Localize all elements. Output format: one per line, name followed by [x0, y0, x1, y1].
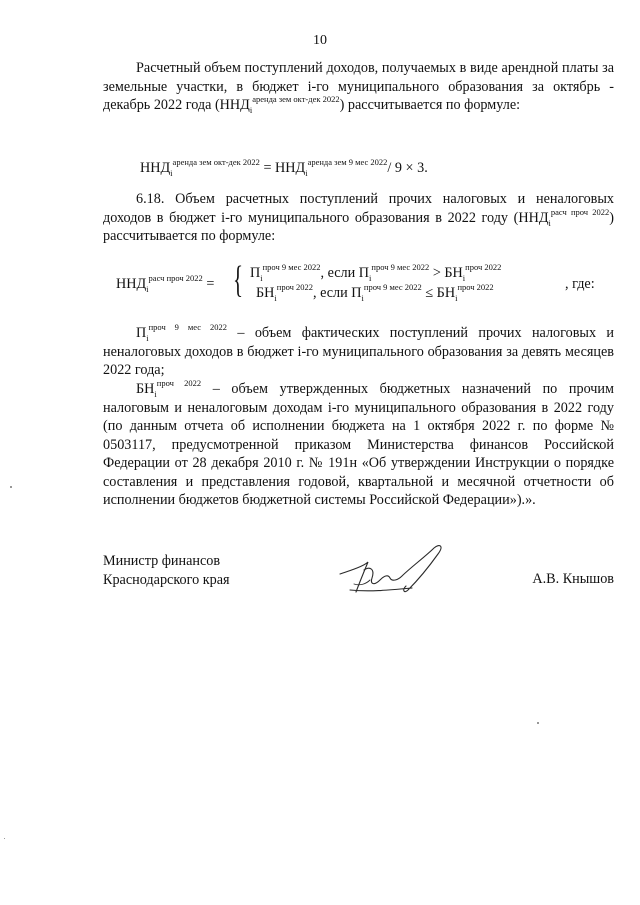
paragraph-text: ) рассчитывается по формуле:: [339, 97, 521, 113]
signatory-title: [103, 552, 230, 590]
formula-operator: ≤: [421, 285, 437, 301]
definition-text: – объем утвержденных бюджетных назначений по прочим налоговым и неналоговым доходам i-го муниципального образования в 2022 году (по данным отчета об исполнении бюджета на 1 октября 2022 г. по форме № 0503117, предусмотренной приказом Министерства финансов Российской Федерации от 28 декабря 2010 г. № 191н «Об утверждении Инструкции о порядке составления и представления годовой, квартальной и месячной отчетности об исполнении бюджетов бюджетной системы Российской Федерации»).».: [103, 381, 614, 508]
formula-term: ННД: [140, 160, 171, 176]
formula-condition: , если: [313, 285, 352, 301]
formula-case-2: [256, 282, 494, 303]
superscript: расч проч 2022: [148, 273, 203, 284]
subscript: i: [146, 283, 149, 294]
formula-operator: >: [429, 265, 445, 281]
formula-term: БН: [136, 381, 155, 397]
formula-condition: , если: [320, 265, 359, 281]
definition-p-proch: [103, 324, 614, 380]
subscript: i: [260, 272, 263, 283]
superscript: проч 2022: [156, 378, 202, 389]
subscript: i: [548, 217, 551, 228]
formula-term: БН: [436, 285, 456, 301]
subscript: i: [146, 332, 149, 343]
superscript: проч 2022: [276, 282, 314, 293]
subscript: i: [249, 104, 253, 115]
definition-text: – объем фактических поступлений прочих налоговых и неналоговых доходов в бюджет i-го муниципального образования за девять месяцев 2022 года;: [103, 325, 615, 378]
paragraph-text: 6.18. Объем расчетных поступлений прочих налоговых и неналоговых доходов в бюджет i-го муниципального образования в 2022 году (ННД: [103, 191, 614, 226]
paragraph-arenda-intro: [103, 59, 614, 115]
formula-operator: =: [202, 276, 215, 292]
signer-name: А.В. Кнышов: [532, 571, 614, 587]
formula-lhs: [116, 273, 215, 294]
formula-term: ННД: [275, 160, 306, 176]
formula-prochie: [116, 259, 616, 304]
subscript: i: [361, 292, 364, 303]
superscript: проч 2022: [465, 262, 502, 273]
superscript: расч проч 2022: [550, 206, 610, 217]
paragraph-6-18: [103, 190, 614, 246]
formula-term: БН: [444, 265, 463, 281]
superscript: проч 9 мес 2022: [262, 262, 321, 273]
subscript: i: [369, 272, 372, 283]
formula-term: П: [136, 325, 147, 341]
subscript: i: [455, 292, 458, 303]
handwritten-signature: [330, 540, 470, 610]
formula-tail: / 9 × 3.: [387, 160, 428, 176]
superscript: проч 9 мес 2022: [148, 322, 227, 333]
subscript: i: [170, 167, 173, 178]
superscript: проч 2022: [457, 282, 494, 293]
formula-term: П: [250, 265, 261, 281]
superscript: аренда зем 9 мес 2022: [307, 157, 388, 168]
superscript: аренда зем окт-дек 2022: [252, 94, 340, 105]
signatory-title-line-2: Краснодарского края: [103, 572, 230, 588]
formula-term: БН: [256, 285, 275, 301]
formula-operator: =: [259, 160, 276, 176]
paragraph-text: Расчетный объем поступлений доходов, получаемых в виде арендной платы за земельные участки, в бюджет i-го муниципального образования за октябрь - декабрь 2022 года (ННД: [103, 60, 614, 113]
definition-bn-proch: [103, 380, 614, 510]
subscript: i: [462, 272, 466, 283]
formula-case-1: [250, 262, 502, 283]
curly-brace: {: [233, 259, 244, 301]
formula-term: П: [351, 285, 362, 301]
scan-speck: [10, 486, 12, 488]
superscript: аренда зем окт-дек 2022: [172, 157, 260, 168]
superscript: проч 9 мес 2022: [363, 282, 422, 293]
superscript: проч 9 мес 2022: [371, 262, 430, 273]
signatory-title-line-1: Министр финансов: [103, 553, 221, 569]
formula-term: ННД: [116, 276, 147, 292]
formula-term: П: [358, 265, 370, 281]
subscript: i: [154, 388, 157, 399]
formula-tail: , где:: [565, 276, 595, 292]
subscript: i: [274, 292, 277, 303]
subscript: i: [305, 167, 308, 178]
page-number: 10: [313, 33, 327, 48]
scan-speck: [4, 838, 5, 839]
formula-arenda: [140, 157, 428, 178]
paragraph-text: ) рассчитывается по формуле:: [103, 209, 614, 244]
scan-speck: [537, 722, 539, 724]
